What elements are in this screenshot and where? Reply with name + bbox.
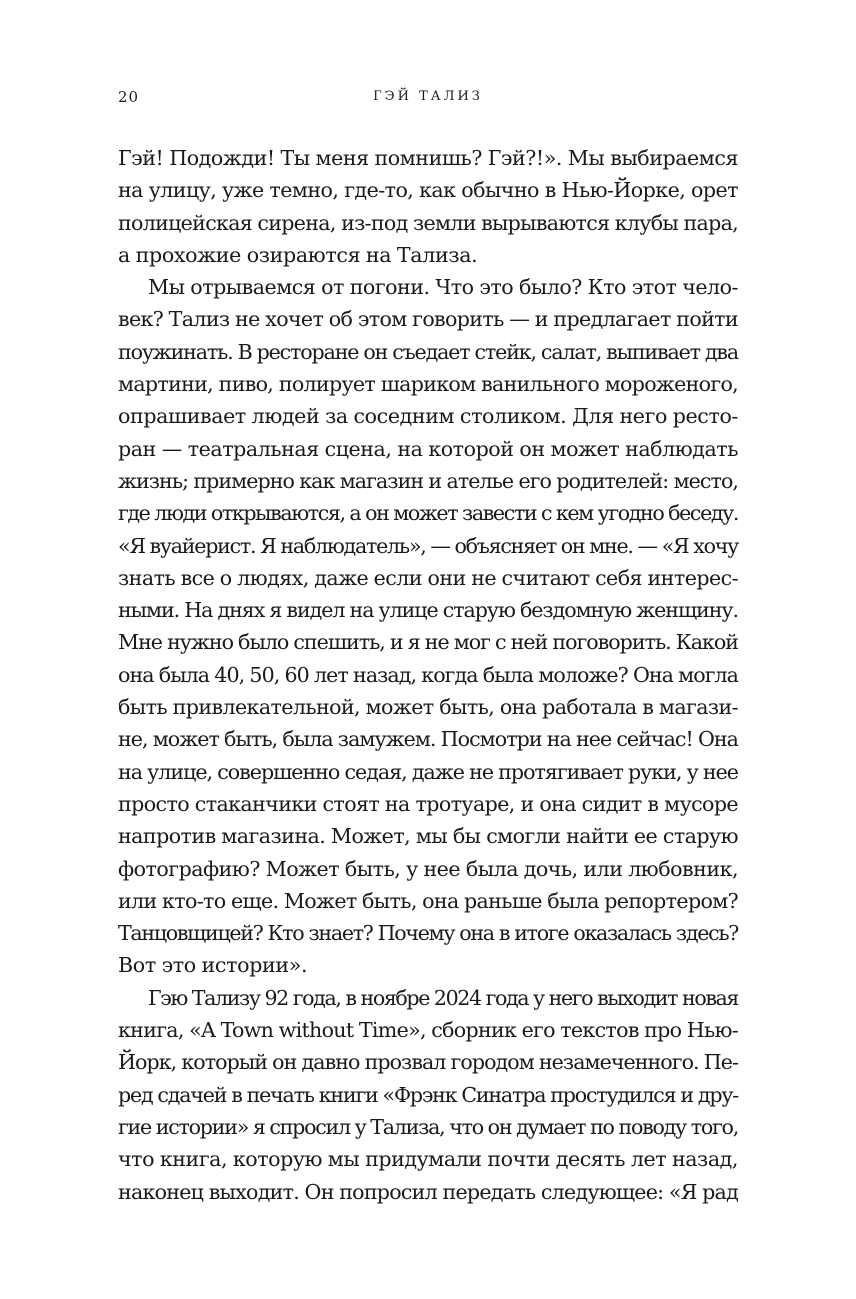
- text-line: ран — театральная сцена, на которой он может наблюдать: [118, 436, 738, 461]
- text-line: книга, «A Town without Time», сборник его текстов про Нью-: [118, 1018, 738, 1043]
- text-line: не, может быть, была замужем. Посмотри на нее сейчас! Она: [118, 727, 738, 752]
- text-line: жизнь; примерно как магазин и ателье его родителей: место,: [118, 468, 738, 493]
- text-line: или кто-то еще. Может быть, она раньше была репортером?: [118, 888, 738, 913]
- text-line: где люди открываются, а он может завести с кем угодно беседу.: [118, 501, 738, 526]
- text-line: ными. На днях я видел на улице старую бездомную женщину.: [118, 598, 738, 623]
- text-line: мартини, пиво, полирует шариком ванильного мороженого,: [118, 372, 738, 397]
- text-line: опрашивает людей за соседним столиком. Для него ресто-: [118, 404, 738, 429]
- text-line: что книга, которую мы придумали почти десять лет назад,: [118, 1147, 738, 1172]
- text-line: знать все о людях, даже если они не считают себя интерес-: [118, 565, 738, 590]
- text-line: напротив магазина. Может, мы бы смогли найти ее старую: [118, 824, 738, 849]
- text-line: а прохожие озираются на Тализа.: [118, 242, 478, 267]
- text-line: на улицу, уже темно, где-то, как обычно в Нью-Йорке, орет: [118, 178, 738, 203]
- text-line: Вот это истории».: [118, 953, 308, 978]
- text-line: Гэй! Подожди! Ты меня помнишь? Гэй?!». Мы выбираемся: [118, 146, 738, 170]
- text-line: поужинать. В ресторане он съедает стейк, салат, выпивает два: [118, 339, 738, 364]
- text-line: гие истории» я спросил у Тализа, что он думает по поводу того,: [118, 1114, 738, 1139]
- text-line: она была 40, 50, 60 лет назад, когда была моложе? Она могла: [118, 662, 738, 687]
- text-line: ред сдачей в печать книги «Фрэнк Синатра простудился и дру-: [118, 1082, 738, 1107]
- text-line: Гэю Тализу 92 года, в ноябре 2024 года у него выходит новая: [148, 985, 738, 1010]
- running-head: [118, 88, 738, 108]
- body-text: [118, 142, 738, 1208]
- text-line: просто стаканчики стоят на тротуаре, и она сидит в мусоре: [118, 791, 738, 816]
- text-line: «Я вуайерист. Я наблюдатель», — объясняет он мне. — «Я хочу: [118, 533, 738, 558]
- running-title: ГЭЙ ТАЛИЗ: [373, 89, 483, 104]
- text-line: Йорк, который он давно прозвал городом незамеченного. Пе-: [118, 1050, 738, 1075]
- page-number: 20: [118, 88, 140, 106]
- text-line: фотографию? Может быть, у нее была дочь, или любовник,: [118, 856, 738, 881]
- text-line: наконец выходит. Он попросил передать следующее: «Я рад: [118, 1179, 738, 1204]
- text-line: на улице, совершенно седая, даже не протягивает руки, у нее: [118, 759, 738, 784]
- text-line: полицейская сирена, из-под земли вырываются клубы пара,: [118, 210, 738, 235]
- text-line: век? Тализ не хочет об этом говорить — и предлагает пойти: [118, 307, 738, 332]
- text-line: быть привлекательной, может быть, она работала в магази-: [118, 695, 738, 720]
- text-line: Мне нужно было спешить, и я не мог с ней поговорить. Какой: [118, 630, 738, 655]
- text-line: Танцовщицей? Кто знает? Почему она в итоге оказалась здесь?: [118, 921, 738, 946]
- text-line: Мы отрываемся от погони. Что это было? Кто этот чело-: [148, 275, 738, 300]
